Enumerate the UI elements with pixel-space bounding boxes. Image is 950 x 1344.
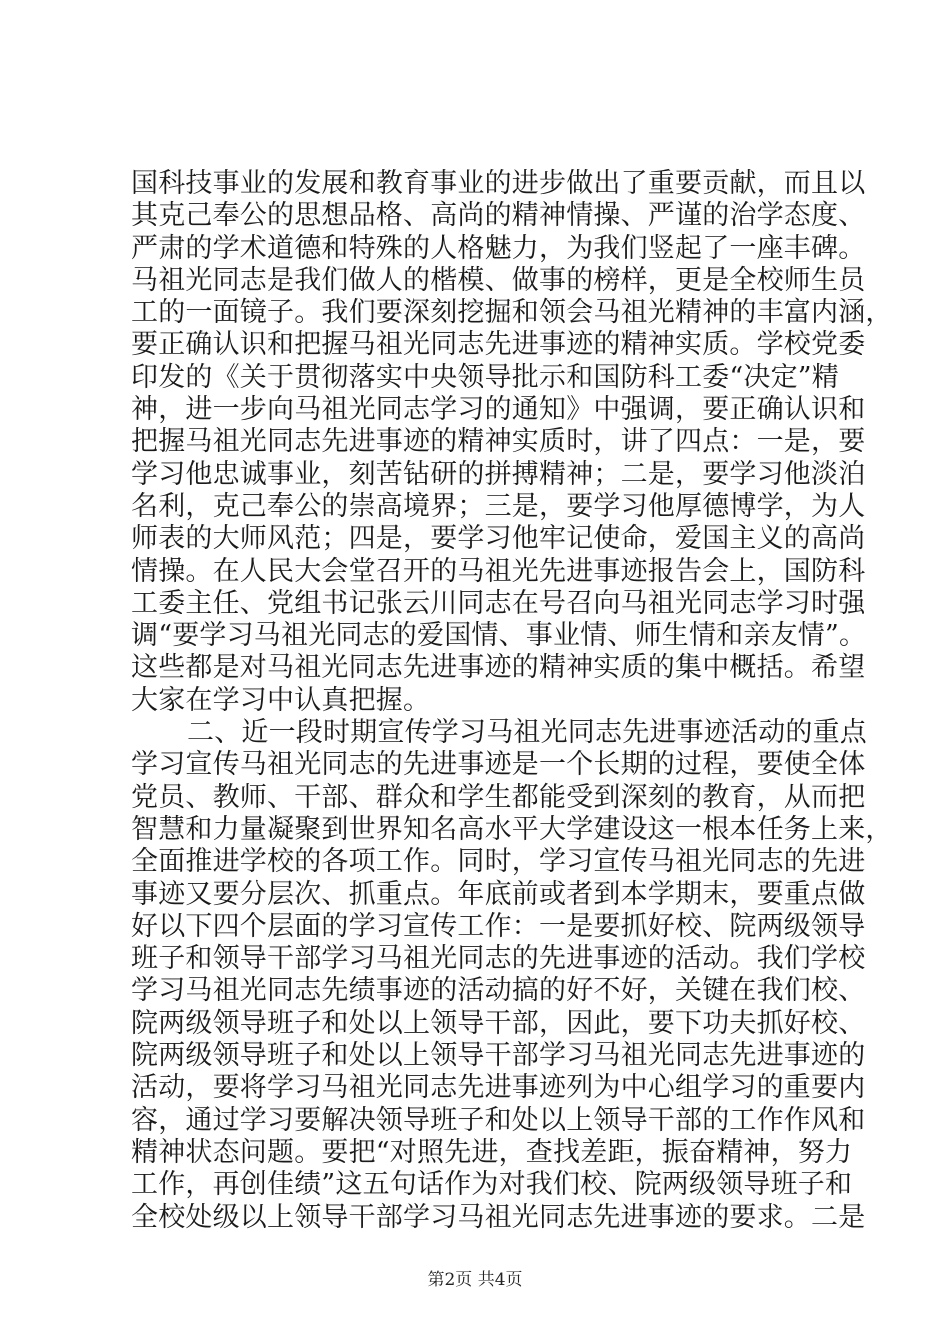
text-line-19: 学习宣传马祖光同志的先进事迹是一个长期的过程，要使全体 bbox=[131, 749, 866, 781]
text-line-31: 精神状态问题。要把“对照先进，查找差距，振奋精神，努力 bbox=[131, 1136, 853, 1168]
text-line-27: 院两级领导班子和处以上领导干部，因此，要下功夫抓好校、 bbox=[131, 1007, 866, 1039]
body-text bbox=[131, 168, 893, 1234]
text-line-23: 事迹又要分层次、抓重点。年底前或者到本学期末，要重点做 bbox=[131, 878, 866, 910]
text-line-17: 大家在学习中认真把握。 bbox=[131, 684, 431, 716]
text-line-7: 印发的《关于贯彻落实中央领导批示和国防科工委“决定”精 bbox=[131, 361, 840, 393]
text-line-28: 院两级领导班子和处以上领导干部学习马祖光同志先进事迹的 bbox=[131, 1040, 866, 1072]
text-line-14: 工委主任、党组书记张云川同志在号召向马祖光同志学习时强 bbox=[131, 587, 866, 619]
text-line-29: 活动，要将学习马祖光同志先进事迹列为中心组学习的重要内 bbox=[131, 1072, 866, 1104]
text-line-9: 把握马祖光同志先进事迹的精神实质时，讲了四点：一是，要 bbox=[131, 426, 866, 458]
text-line-2: 其克己奉公的思想品格、高尚的精神情操、严谨的治学态度、 bbox=[131, 200, 866, 232]
text-line-15: 调“要学习马祖光同志的爱国情、事业情、师生情和亲友情”。 bbox=[131, 620, 867, 652]
text-line-6: 要正确认识和把握马祖光同志先进事迹的精神实质。学校党委 bbox=[131, 329, 866, 361]
text-line-20: 党员、教师、干部、群众和学生都能受到深刻的教育，从而把 bbox=[131, 781, 866, 813]
text-line-21: 智慧和力量凝聚到世界知名高水平大学建设这一根本任务上来， bbox=[131, 813, 893, 845]
text-line-26: 学习马祖光同志先绩事迹的活动搞的好不好，关键在我们校、 bbox=[131, 975, 866, 1007]
text-line-33: 全校处级以上领导干部学习马祖光同志先进事迹的要求。二是 bbox=[131, 1201, 866, 1233]
page-footer bbox=[0, 1270, 950, 1290]
text-line-10: 学习他忠诚事业，刻苦钻研的拼搏精神；二是，要学习他淡泊 bbox=[131, 458, 866, 490]
text-line-12: 师表的大师风范；四是，要学习他牢记使命，爱国主义的高尚 bbox=[131, 523, 866, 555]
text-line-16: 这些都是对马祖光同志先进事迹的精神实质的集中概括。希望 bbox=[131, 652, 866, 684]
text-line-22: 全面推进学校的各项工作。同时，学习宣传马祖光同志的先进 bbox=[131, 846, 866, 878]
text-line-5: 工的一面镜子。我们要深刻挖掘和领会马祖光精神的丰富内涵， bbox=[131, 297, 893, 329]
text-line-8: 神，进一步向马祖光同志学习的通知》中强调，要正确认识和 bbox=[131, 394, 866, 426]
text-line-3: 严肃的学术道德和特殊的人格魅力，为我们竖起了一座丰碑。 bbox=[131, 232, 866, 264]
text-line-30: 容，通过学习要解决领导班子和处以上领导干部的工作作风和 bbox=[131, 1104, 866, 1136]
text-line-11: 名利，克己奉公的崇高境界；三是，要学习他厚德博学，为人 bbox=[131, 490, 866, 522]
text-line-4: 马祖光同志是我们做人的楷模、做事的榜样，更是全校师生员 bbox=[131, 264, 866, 296]
text-line-13: 情操。在人民大会堂召开的马祖光先进事迹报告会上，国防科 bbox=[131, 555, 866, 587]
text-line-24: 好以下四个层面的学习宣传工作：一是要抓好校、院两级领导 bbox=[131, 910, 866, 942]
section-heading: 二、近一段时期宣传学习马祖光同志先进事迹活动的重点 bbox=[187, 717, 867, 749]
page-number-label: 第2页 共4页 bbox=[427, 1270, 523, 1290]
text-line-1: 国科技事业的发展和教育事业的进步做出了重要贡献，而且以 bbox=[131, 168, 866, 199]
text-line-25: 班子和领导干部学习马祖光同志的先进事迹的活动。我们学校 bbox=[131, 943, 866, 975]
text-line-32: 工作，再创佳绩”这五句话作为对我们校、院两级领导班子和 bbox=[131, 1169, 853, 1201]
